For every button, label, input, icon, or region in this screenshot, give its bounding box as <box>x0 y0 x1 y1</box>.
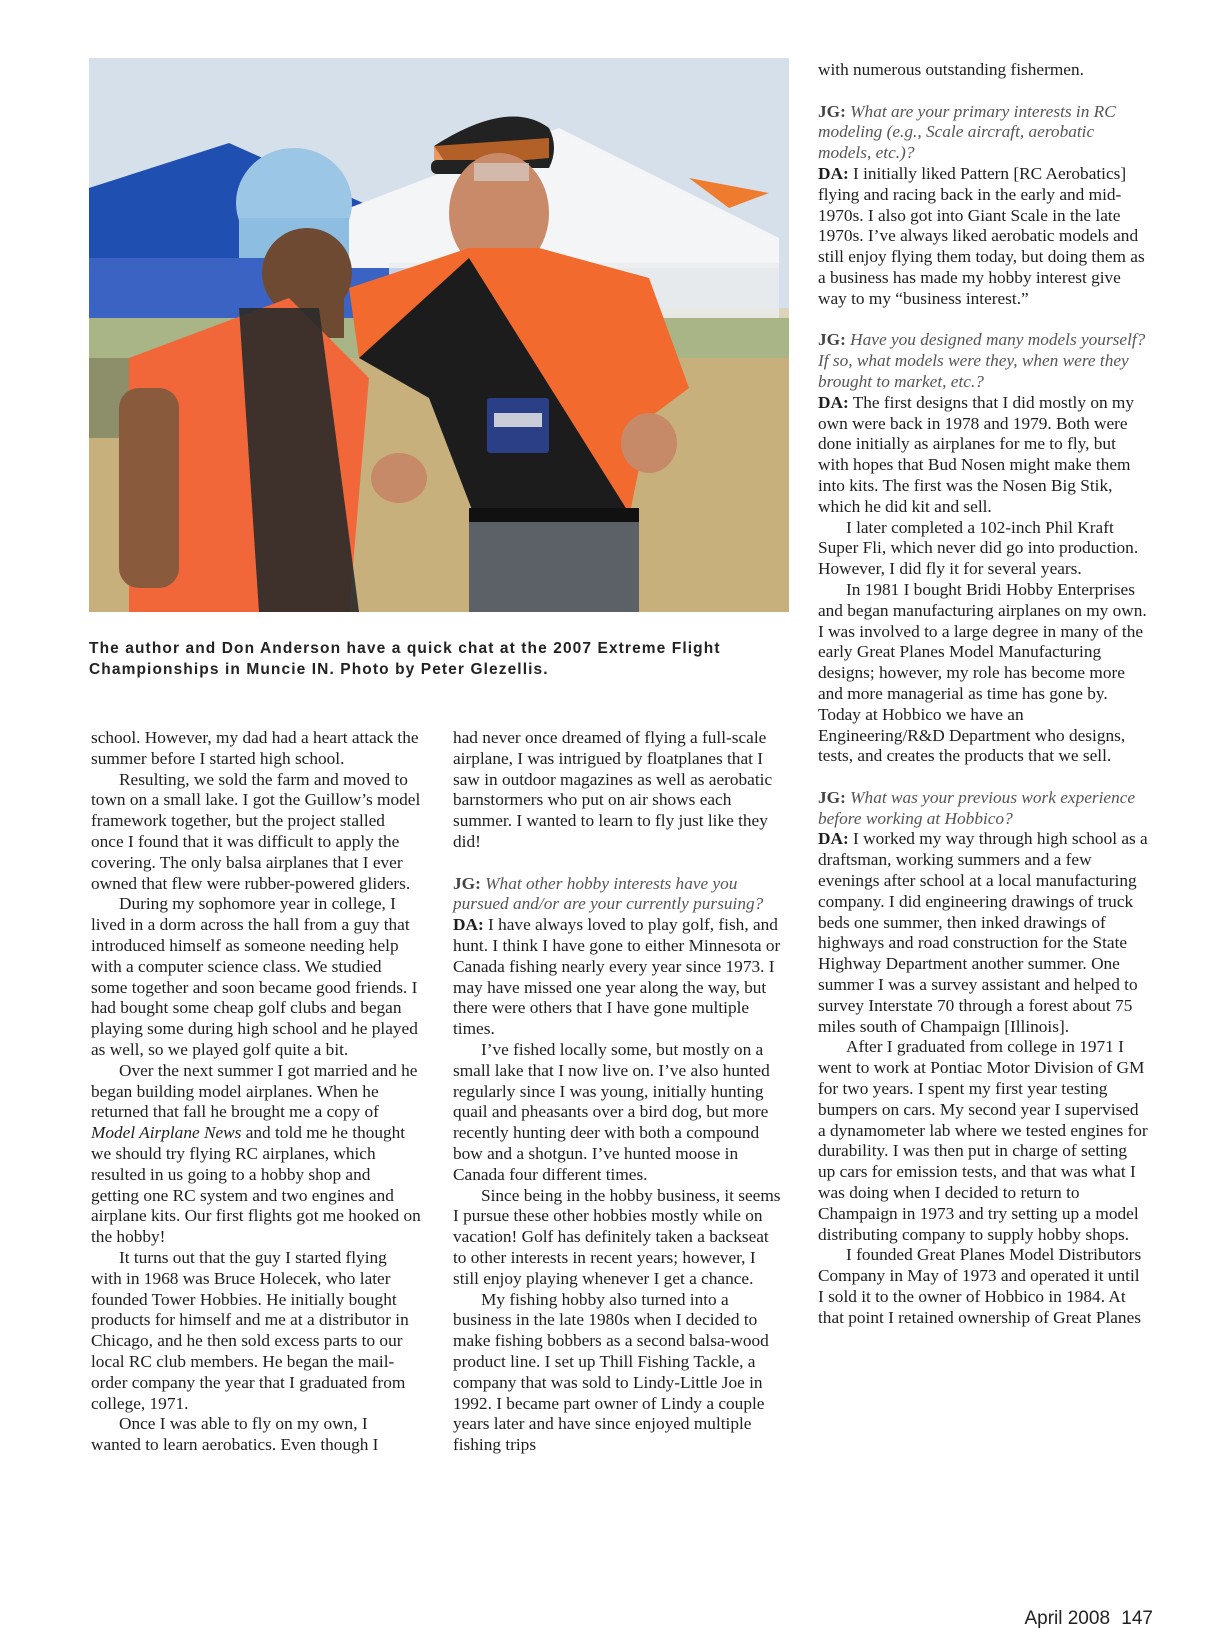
page-number: 147 <box>1121 1608 1153 1629</box>
question-text: What other hobby interests have you pursued and/or are your currently pursuing? <box>453 873 764 914</box>
question-text: What was your previous work experience before working at Hobbico? <box>818 787 1136 828</box>
article-column-3 <box>818 60 1148 1329</box>
answer-text: I have always loved to play golf, fish, and hunt. I think I have gone to either Minnesota or Canada fishing nearly every year since 1973. I may have missed one year along the way, but there were others that I have gone multiple times. <box>453 915 781 1039</box>
paragraph: It turns out that the guy I started flying with in 1968 was Bruce Holecek, who later founded Tower Hobbies. He initially bought products for himself and me at a distributor in Chicago, and he then sold excess parts to our local RC club members. He began the mail-order company the year that I graduated from college, 1971. <box>91 1247 409 1413</box>
paragraph <box>91 1061 421 1248</box>
paragraph: I founded Great Planes Model Distributors Company in May of 1973 and operated it until I sold it to the owner of Hobbico in 1984. At that point I retained ownership of Great Planes <box>818 1245 1142 1327</box>
answer-text: The first designs that I did mostly on my own were back in 1978 and 1979. Both were done initially as airplanes for me to fly, but with hopes that Bud Nosen might make them into kits. The first was the Nosen Big Stik, which he did kit and sell. <box>818 392 1135 516</box>
question-label: JG: <box>818 787 846 807</box>
interview-answer <box>818 829 1148 1037</box>
question-label: JG: <box>453 873 481 893</box>
answer-text: I worked my way through high school as a draftsman, working summers and a few evenings after school at a local manufacturing company. I did engineering drawings of truck beds one summer, then inked drawings of highways and road construction for the State Highway Department another summer. One summer I was a survey assistant and helped to survey Interstate 70 through a forest about 75 miles south of Champaign [Illinois]. <box>818 829 1148 1036</box>
issue-date: April 2008 <box>1024 1608 1111 1629</box>
interview-answer <box>818 164 1148 310</box>
question-label: JG: <box>818 101 846 121</box>
answer-label: DA: <box>453 915 484 935</box>
paragraph: I later completed a 102-inch Phil Kraft Super Fli, which never did go into production. However, I did fly it for several years. <box>818 517 1139 579</box>
article-column-1 <box>91 728 421 1456</box>
interview-question <box>818 330 1148 392</box>
text-span: and told me he thought we should try flying RC airplanes, which resulted in us going to a hobby shop and getting one RC system and two engines and airplane kits. Our first flights got me hooked on the hobby! <box>91 1123 421 1247</box>
paragraph: had never once dreamed of flying a full-scale airplane, I was intrigued by floatplanes that I saw in outdoor magazines as well as aerobatic barnstormers who put on air shows each summer. I wanted to learn to fly just like they did! <box>453 728 773 851</box>
paragraph: In 1981 I bought Bridi Hobby Enterprises and began manufacturing airplanes on my own. I was involved to a large degree in many of the early Great Planes Model Manufacturing designs; however, my role has become more and more managerial as time has gone by. Today at Hobbico we have an Engineering/R&D Department who designs, tests, and creates the products that we sell. <box>818 579 1147 766</box>
paragraph: with numerous outstanding fishermen. <box>818 60 1084 79</box>
paragraph: Since being in the hobby business, it seems I pursue these other hobbies mostly while on vacation! Golf has definitely taken a backseat to other interests in recent years; however, I still enjoy playing whenever I get a chance. <box>453 1185 781 1288</box>
question-text: What are your primary interests in RC modeling (e.g., Scale aircraft, aerobatic models, etc.)? <box>818 101 1116 163</box>
answer-label: DA: <box>818 392 849 412</box>
answer-label: DA: <box>818 829 849 849</box>
interview-answer <box>818 393 1148 518</box>
question-text: Have you designed many models yourself? If so, what models were they, when were they brought to market, etc.? <box>818 330 1146 391</box>
answer-text: I initially liked Pattern [RC Aerobatics] flying and racing back in the early and mid-1970s. I also got into Giant Scale in the late 1970s. I’ve always liked aerobatic models and still enjoy flying them today, but doing them as a business has made my hobby interest give way to my “business interest.” <box>818 163 1145 308</box>
paragraph: After I graduated from college in 1971 I went to work at Pontiac Motor Division of GM for two years. I spent my first year testing bumpers on cars. My second year I supervised a dynamometer lab where we tested engines for durability. I was then put in charge of setting up cars for emission tests, and that was what I was doing when I decided to return to Champaign in 1973 and try setting up a model distributing company to supply hobby shops. <box>818 1037 1148 1244</box>
paragraph: Resulting, we sold the farm and moved to town on a small lake. I got the Guillow’s model framework together, but the project stalled once I found that it was difficult to apply the covering. The only balsa airplanes that I ever owned that flew were rubber-powered gliders. <box>91 769 421 893</box>
photo-illustration <box>89 58 789 612</box>
interview-question <box>818 102 1148 164</box>
interview-answer <box>453 915 783 1040</box>
page-footer <box>1024 1608 1153 1630</box>
paragraph: Once I was able to fly on my own, I wanted to learn aerobatics. Even though I <box>91 1414 379 1455</box>
paragraph: My fishing hobby also turned into a business in the late 1980s when I decided to make fishing bobbers as a second balsa-wood product line. I set up Thill Fishing Tackle, a company that was sold to Lindy-Little Joe in 1992. I became part owner of Lindy a couple years later and have since enjoyed multiple fishing trips <box>453 1289 769 1455</box>
article-photo <box>89 58 789 612</box>
interview-question <box>818 788 1148 830</box>
paragraph: During my sophomore year in college, I lived in a dorm across the hall from a guy that introduced himself as someone needing help with a computer science class. We studied some together and soon became good friends. I had bought some cheap golf clubs and began playing some during high school and he played as well, so we played golf quite a bit. <box>91 894 418 1059</box>
paragraph: school. However, my dad had a heart attack the summer before I started high school. <box>91 728 419 768</box>
photo-caption: The author and Don Anderson have a quick chat at the 2007 Extreme Flight Championships in Muncie IN. Photo by Peter Glezellis. <box>89 640 721 678</box>
question-label: JG: <box>818 330 846 350</box>
paragraph: I’ve fished locally some, but mostly on a small lake that I now live on. I’ve also hunted regularly since I was young, initially hunting quail and pheasants over a bird dog, but more recently hunting deer with both a compound bow and a shotgun. I’ve hunted moose in Canada four different times. <box>453 1039 770 1184</box>
article-column-2 <box>453 728 783 1456</box>
interview-question <box>453 874 783 916</box>
magazine-title: Model Airplane News <box>91 1123 242 1143</box>
answer-label: DA: <box>818 163 849 183</box>
text-span: Over the next summer I got married and he began building model airplanes. When he returned that fall he brought me a copy of <box>91 1060 418 1122</box>
